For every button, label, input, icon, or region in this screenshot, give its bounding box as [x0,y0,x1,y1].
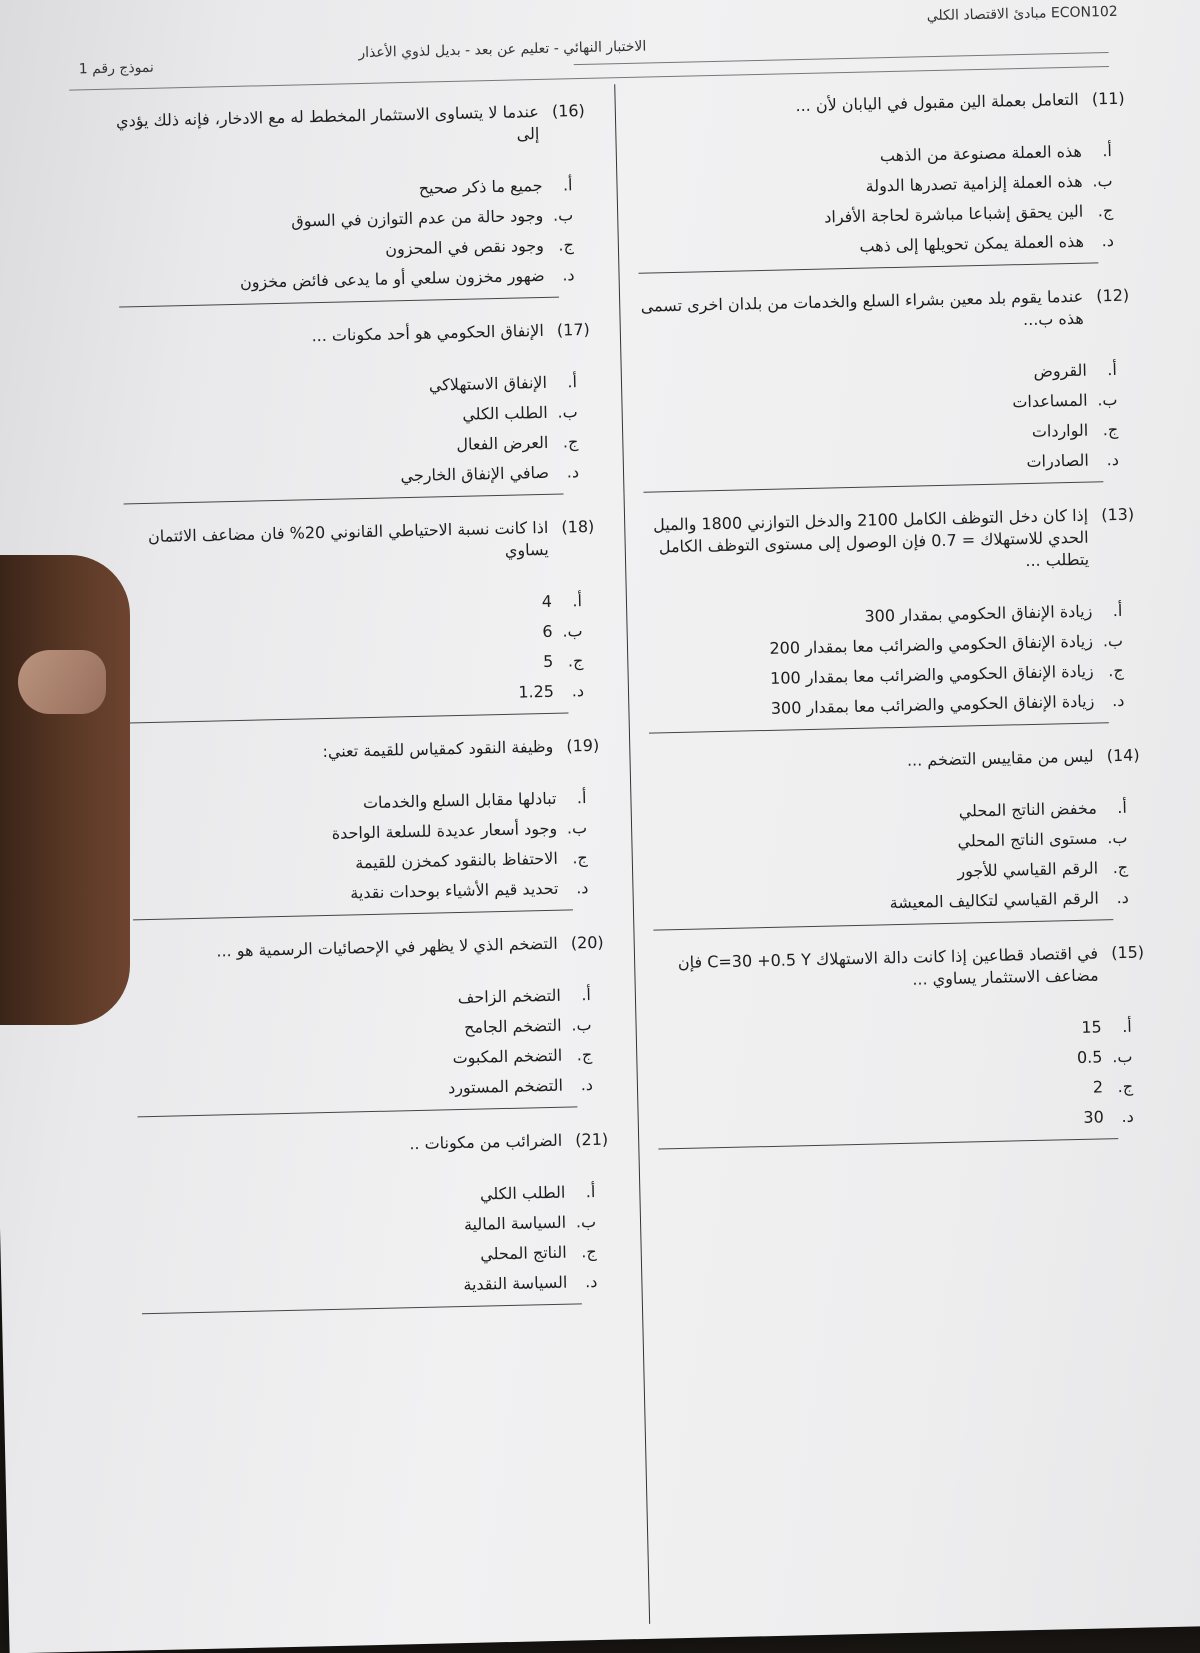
option-label: ب. [566,818,588,838]
option-text: مستوى الناتج المحلي [957,828,1098,851]
course-title: مبادئ الاقتصاد الكلي ECON102 [926,3,1118,25]
question-stem [635,88,1125,121]
question-stem [115,100,586,155]
option-text: العرض الفعال [456,432,549,454]
option-text: الصادرات [1026,450,1090,472]
left-column [115,100,613,1336]
option-label: د. [571,681,585,701]
option-label: أ. [1121,1016,1132,1036]
option-text: التضخم المستورد [447,1075,564,1098]
question-text: الإنفاق الحكومي هو أحد مكونات ... [311,320,545,346]
option-label: د. [562,265,575,285]
option-text: جميع ما ذكر صحيح [418,175,543,198]
question [654,941,1148,1149]
option-text: هذه العملة يمكن تحويلها إلى ذهب [859,231,1085,256]
option-text: تبادلها مقابل السلع والخدمات [362,788,557,813]
option-text: السياسة النقدية [463,1272,568,1295]
option-list [121,367,594,498]
option-label: ج. [562,432,579,452]
option-list [130,783,603,914]
option-label: ج. [558,235,575,255]
option-label: ب. [571,1015,592,1035]
option-list [135,980,608,1111]
question [639,285,1133,493]
option-text: 1.25 [518,681,555,702]
question-text: ليس من مقاييس التضخم ... [906,746,1094,770]
option-list [116,170,589,301]
option-text: 0.5 [1076,1047,1103,1068]
option-text: الطلب الكلي [479,1182,566,1204]
option-text: 6 [542,621,553,642]
option-label: ج. [567,651,584,671]
question-number: (18) [561,516,595,537]
option-text: التضخم المكبوت [452,1045,563,1068]
option-text: المساعدات [1012,390,1088,412]
question-text: وظيفة النقود كمقياس للقيمة تعني: [322,736,554,762]
option-label: د. [566,462,580,482]
question-text: اذا كانت نسبة الاحتياطي القانوني 20% فان مضاعف الائتمان يساوي [147,517,549,560]
question [134,932,608,1118]
option-label: ج. [1112,857,1129,878]
option-label: ج. [1102,419,1119,440]
thumb-holding-paper [0,555,130,1025]
option-label: ج. [1117,1076,1134,1097]
question-number: (11) [1091,88,1125,109]
question [124,516,598,724]
option-text: مخفض الناتج المحلي [958,798,1097,821]
option-list [636,136,1129,267]
option-label: د. [576,878,589,898]
option-label: أ. [1117,797,1127,818]
thumbnail [18,650,106,714]
question-number: (14) [1106,745,1140,766]
question-number: (12) [1096,285,1130,306]
option-label: د. [580,1075,594,1095]
option-text: 2 [1092,1077,1104,1097]
option-text: التضخم الزاحف [457,985,562,1008]
option-text: صافي الإنفاق الخارجي [400,462,550,486]
option-label: ب. [1097,389,1118,410]
option-list [646,596,1139,727]
option-text: السياسة المالية [463,1212,567,1234]
option-list [126,586,599,717]
question-stem [649,745,1139,778]
question-text: في اقتصاد قطاعين إذا كانت دالة الاستهلاك C=30 +0.5 Y فإن مضاعف الاستثمار يساوي ... [677,943,1099,989]
question [115,100,589,308]
option-list [656,1011,1149,1142]
option-label: أ. [585,1181,596,1202]
page-header [0,0,1200,90]
option-label: أ. [572,591,583,611]
option-label: أ. [576,788,587,808]
question [129,735,603,921]
question-number: (21) [575,1129,609,1150]
option-text: الطلب الكلي [462,402,548,424]
option-text: زيادة الإنفاق الحكومي والضرائب معا بمقدار 300 [770,691,1095,718]
option-text: 5 [542,651,554,672]
question-stem [120,319,590,352]
option-label: أ. [1112,600,1123,621]
option-text: 30 [1083,1107,1104,1127]
option-label: د. [1121,1106,1134,1127]
option-text: تحديد قيم الأشياء بوحدات نقدية [350,878,559,903]
question-text: إذا كان دخل التوظف الكامل 2100 والدخل التوازني 1800 والميل الحدي للاستهلاك = 0.7 فإن الوصول إلى مستوى التوظف الكامل يتطلب ... [652,505,1090,571]
option-text: الواردات [1031,420,1089,441]
option-label: ب. [1107,827,1128,848]
option-text: الناتج المحلي [480,1242,567,1264]
option-text: الرقم القياسي للأجور [957,858,1099,881]
question-stem [639,285,1130,340]
option-label: ب. [1092,170,1113,191]
option-label: ب. [562,621,583,641]
option-label: ب. [1112,1046,1133,1067]
option-label: أ. [1102,141,1113,161]
question [120,319,594,505]
option-label: ب. [557,402,578,422]
option-list [139,1177,612,1308]
right-column [635,88,1149,1172]
option-text: وجود حالة من عدم التوازن في السوق [291,205,544,231]
question-stem [129,735,599,768]
option-list [641,355,1134,486]
option-text: الين يحقق إشباعا مباشرة لحاجة الأفراد [824,201,1084,227]
option-text: هذه العملة إلزامية تصدرها الدولة [865,171,1083,196]
question-stem [124,516,595,571]
option-text: القروض [1033,360,1088,381]
option-label: د. [1116,887,1130,908]
option-text: هذه العملة مصنوعة من الذهب [879,141,1083,166]
option-text: زيادة الإنفاق الحكومي بمقدار 300 [864,601,1093,626]
option-text: الرقم القياسي لتكاليف المعيشة [889,888,1100,913]
option-label: د. [1106,449,1120,470]
option-text: زيادة الإنفاق الحكومي والضرائب معا بمقدار 200 [769,631,1094,658]
question-number: (19) [566,735,600,756]
option-list [651,793,1144,924]
question-text: الضرائب من مكونات .. [409,1130,563,1154]
question-number: (16) [551,100,586,121]
option-label: د. [584,1271,598,1292]
option-label: د. [1101,230,1115,251]
question-number: (20) [570,932,604,953]
question [635,88,1129,274]
question-stem [134,932,604,965]
question-text: عندما لا يتساوى الاستثمار المخطط له مع الادخار، فإنه ذلك يؤدي إلى [115,101,540,144]
option-label: ج. [1097,200,1114,221]
option-label: ج. [576,1045,593,1065]
question [138,1129,612,1315]
question-number: (17) [556,319,590,340]
option-label: أ. [562,175,573,195]
option-text: ضهور مخزون سلعي أو ما يدعى فائض مخزون [239,265,545,292]
option-label: أ. [1107,359,1118,380]
option-text: الإنفاق الاستهلاكي [428,372,548,395]
option-text: 4 [541,591,553,612]
option-label: أ. [581,985,592,1005]
option-text: وجود نقص في المحزون [385,235,545,259]
option-label: ب. [1102,630,1124,651]
question-text: التضخم الذي لا يظهر في الإحصائيات الرسمية هو ... [216,933,558,961]
option-label: ج. [572,848,588,868]
question-stem [654,941,1145,996]
option-text: زيادة الإنفاق الحكومي والضرائب معا بمقدار 100 [769,661,1094,688]
exam-title: الاختبار النهائي - تعليم عن بعد - بديل لذوي الأعذار [358,38,647,62]
option-label: ج. [581,1241,597,1262]
option-label: ج. [1108,660,1124,681]
question-text: التعامل بعملة الين مقبول في اليابان لأن ... [795,89,1079,116]
model-number: نموذج رقم 1 [78,59,155,78]
option-label: ب. [552,205,574,225]
question-stem [644,504,1135,581]
question-number: (13) [1101,504,1135,525]
option-text: وجود أسعار عديدة للسلعة الواحدة [331,818,558,843]
question-number: (15) [1110,942,1145,963]
question-stem [138,1129,608,1162]
question [649,745,1143,931]
question [644,504,1139,734]
option-text: الاحتفاظ بالنقود كمخزن للقيمة [355,848,558,873]
option-label: أ. [567,372,578,392]
option-text: التضخم الجامح [463,1015,562,1037]
option-label: د. [1111,690,1125,711]
option-label: ب. [575,1211,597,1232]
option-text: 15 [1081,1017,1102,1037]
question-text: عندما يقوم بلد معين بشراء السلع والخدمات من بلدان اخرى تسمى هذه ب... [640,286,1084,330]
